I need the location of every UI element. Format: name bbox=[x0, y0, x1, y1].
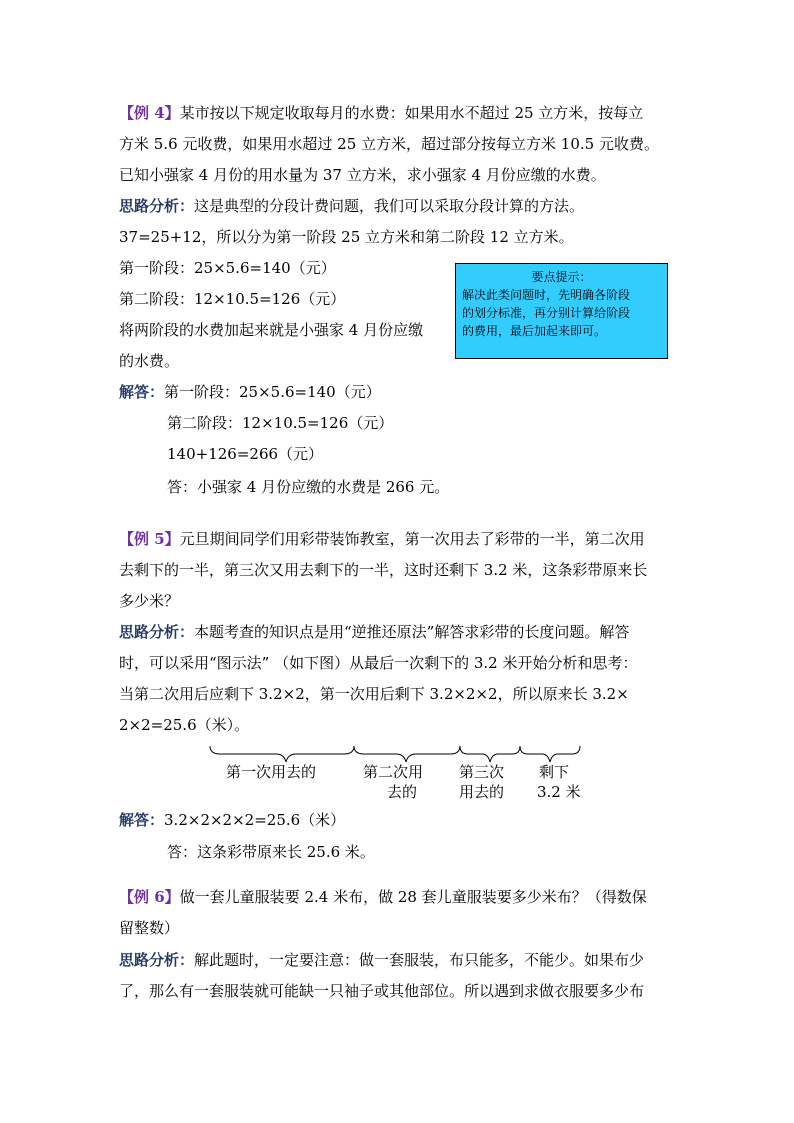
example-6-tag: 【例 6】 bbox=[119, 888, 180, 906]
analysis-text: 这是典型的分段计费问题，我们可以采取分段计算的方法。 bbox=[194, 197, 585, 215]
brace-segment-1 bbox=[210, 746, 354, 762]
example-5-analysis-4: 2×2=25.6（米）。 bbox=[119, 716, 250, 734]
example-4-answer-3: 140+126=266（元） bbox=[167, 445, 324, 463]
answer-label: 解答： bbox=[119, 383, 165, 401]
tip-line-1: 解决此类问题时，先明确各阶段 bbox=[462, 288, 631, 302]
example-4-line-1 bbox=[119, 103, 643, 123]
example-5-analysis-3: 当第二次用后应剩下 3.2×2，第一次用后剩下 3.2×2×2，所以原来长 3.2× bbox=[119, 685, 629, 703]
analysis-label: 思路分析： bbox=[119, 623, 195, 641]
example-6-analysis-1 bbox=[119, 950, 644, 970]
segment-label-3a: 第三次 bbox=[459, 763, 505, 781]
segment-label-2b: 去的 bbox=[387, 783, 418, 801]
example-4-analysis-1 bbox=[119, 196, 584, 216]
problem-text: 某市按以下规定收取每月的水费：如果用水不超过 25 立方米，按每立 bbox=[179, 104, 644, 122]
example-4-answer-2: 第二阶段：12×10.5=126（元） bbox=[167, 414, 394, 432]
answer-label: 解答： bbox=[119, 811, 165, 829]
example-5-answer-2: 答：这条彩带原来长 25.6 米。 bbox=[167, 843, 375, 861]
example-4-answer-4: 答：小强家 4 月份应缴的水费是 266 元。 bbox=[167, 478, 450, 496]
example-4-analysis-6: 的水费。 bbox=[119, 352, 180, 370]
example-5-answer-1 bbox=[119, 810, 345, 830]
example-5-analysis-1 bbox=[119, 622, 629, 642]
brace-segment-2 bbox=[354, 746, 460, 762]
example-5-analysis-2: 时，可以采用“图示法” （如下图）从最后一次剩下的 3.2 米开始分析和思考： bbox=[119, 654, 638, 672]
analysis-label: 思路分析： bbox=[119, 951, 195, 969]
segment-label-1: 第一次用去的 bbox=[226, 763, 317, 781]
tip-box bbox=[455, 263, 668, 359]
example-5-tag: 【例 5】 bbox=[119, 530, 180, 548]
brace-segment-3 bbox=[460, 746, 520, 762]
analysis-text: 解此题时，一定要注意：做一套服装，布只能多，不能少。如果布少 bbox=[194, 951, 645, 969]
example-4-analysis-3: 第一阶段：25×5.6=140（元） bbox=[119, 259, 336, 277]
example-5-line-2: 去剩下的一半，第三次又用去剩下的一半，这时还剩下 3.2 米，这条彩带原来长 bbox=[119, 561, 648, 579]
segment-label-4a: 剩下 bbox=[539, 763, 570, 781]
example-6-line-2: 留整数） bbox=[119, 919, 180, 937]
answer-text: 第一阶段：25×5.6=140（元） bbox=[164, 383, 381, 401]
example-4-analysis-2: 37=25+12，所以分为第一阶段 25 立方米和第二阶段 12 立方米。 bbox=[119, 228, 574, 246]
tip-line-2: 的划分标准，再分别计算给阶段 bbox=[462, 306, 631, 320]
example-5-line-3: 多少米？ bbox=[119, 592, 180, 610]
segment-label-3b: 用去的 bbox=[459, 783, 505, 801]
example-4-analysis-5: 将两阶段的水费加起来就是小强家 4 月份应缴 bbox=[119, 321, 424, 339]
answer-text: 3.2×2×2×2=25.6（米） bbox=[164, 811, 346, 829]
brace-segment-4 bbox=[520, 746, 580, 762]
tip-title: 要点提示： bbox=[531, 270, 592, 284]
example-4-answer-1 bbox=[119, 382, 381, 402]
example-5-line-1 bbox=[119, 529, 645, 549]
example-4-tag: 【例 4】 bbox=[119, 104, 180, 122]
segment-label-2a: 第二次用 bbox=[363, 763, 424, 781]
tip-line-3: 的费用，最后加起来即可。 bbox=[462, 324, 607, 338]
problem-text: 元旦期间同学们用彩带装饰教室，第一次用去了彩带的一半，第二次用 bbox=[179, 530, 645, 548]
example-4-analysis-4: 第二阶段：12×10.5=126（元） bbox=[119, 290, 346, 308]
example-6-line-1 bbox=[119, 887, 647, 907]
example-6-analysis-2: 了，那么有一套服装就可能缺一只袖子或其他部位。所以遇到求做衣服要多少布 bbox=[119, 982, 645, 1000]
segment-label-4b: 3.2 米 bbox=[537, 783, 581, 801]
ribbon-diagram bbox=[200, 744, 590, 764]
analysis-text: 本题考查的知识点是用“逆推还原法”解答求彩带的长度问题。解答 bbox=[194, 623, 630, 641]
problem-text: 做一套儿童服装要 2.4 米布，做 28 套儿童服装要多少米布？（得数保 bbox=[179, 888, 647, 906]
analysis-label: 思路分析： bbox=[119, 197, 195, 215]
example-4-line-3: 已知小强家 4 月份的用水量为 37 立方米，求小强家 4 月份应缴的水费。 bbox=[119, 166, 606, 184]
example-4-line-2: 方米 5.6 元收费，如果用水超过 25 立方米，超过部分按每立方米 10.5 元收费。 bbox=[119, 135, 659, 153]
